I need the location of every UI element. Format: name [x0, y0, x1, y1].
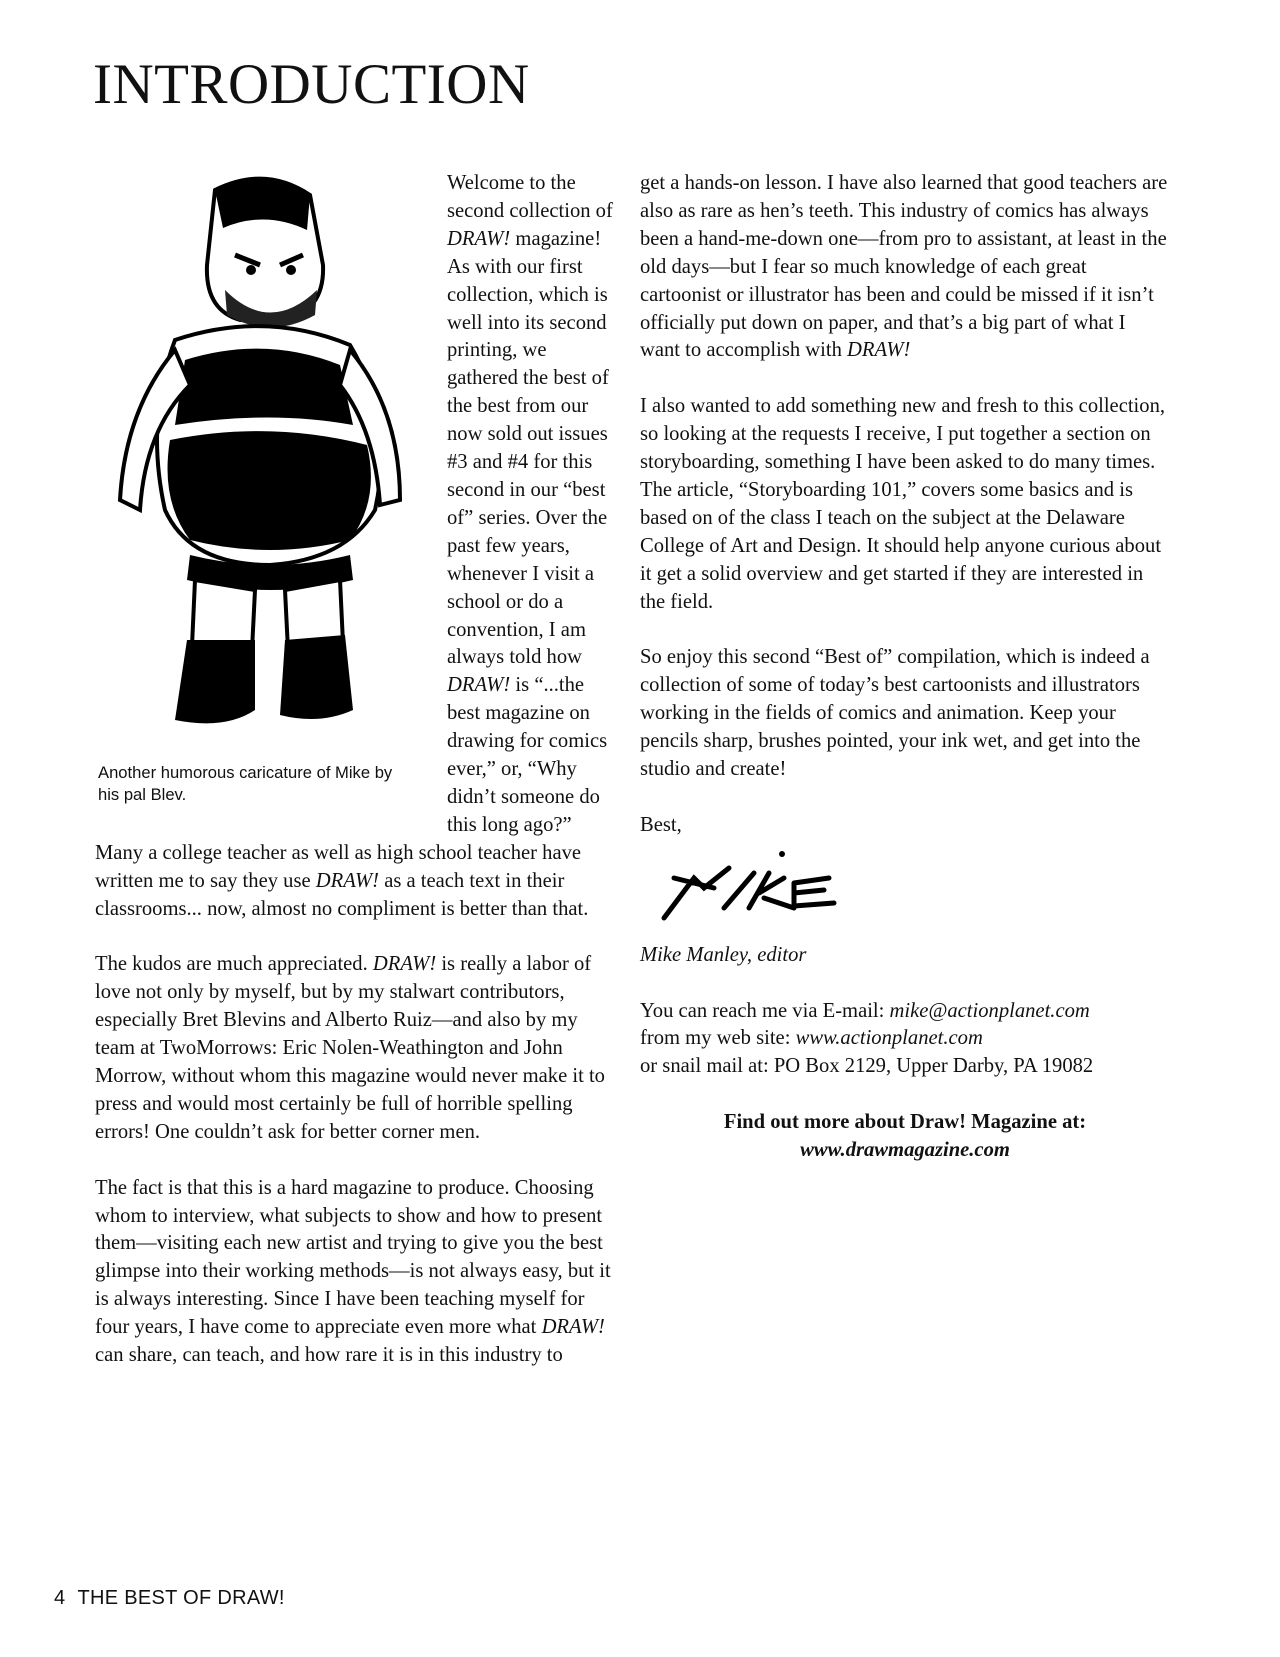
- contact-block: You can reach me via E-mail: mike@actionplanet.com from my web site: www.actionplanet.com or snail mail at: PO Box 2129, Upper Darby, PA 19082: [640, 999, 1094, 1078]
- caricature-illustration: [95, 170, 425, 760]
- closing: Best,: [640, 813, 682, 836]
- left-column: [95, 170, 615, 1398]
- page-number: 4: [54, 1587, 66, 1609]
- signature-image: [654, 848, 854, 928]
- draw-magazine-link[interactable]: www.drawmagazine.com: [800, 1139, 1010, 1162]
- email-link[interactable]: mike@actionplanet.com: [889, 999, 1090, 1022]
- figure-caption: Another humorous caricature of Mike by his pal Blev.: [98, 763, 393, 804]
- left-paragraph-2: The kudos are much appreciated. DRAW! is really a labor of love not only by myself, but by my stalwart contributors, especially Bret Blevins and Alberto Ruiz—and also by my team at TwoMorrows: Eric Nolen-Weathington and John Morrow, without whom this magazine would never make it to press and would most certainly be full of horrible spelling errors! One couldn’t ask for better corner men.: [95, 953, 605, 1143]
- page-footer: [54, 1587, 285, 1610]
- right-paragraph-2: I also wanted to add something new and fresh to this collection, so looking at the requests I receive, I put together a section on storyboarding, something I have been asked to do many times. The article, “Storyboarding 101,” covers some basics and is based on of the class I teach on the subject at the Delaware College of Art and Design. It should help anyone curious about it get a solid overview and get started if they are interested in the field.: [640, 395, 1166, 613]
- website-link[interactable]: www.actionplanet.com: [795, 1027, 983, 1050]
- page-title: INTRODUCTION: [93, 53, 530, 116]
- left-paragraph-1: Welcome to the second collection of DRAW! magazine! As with our first collection, which is well into its second printing, we gathered the best of the best from our now sold out issues #3 and #4 for this second in our “best of” series. Over the past few years, whenever I visit a school or do a convention, I am always told how DRAW! is “...the best magazine on drawing for comics ever,” or, “Why didn’t someone do this long ago?” Many a college teacher as well as high school teacher have written me to say they use DRAW! as a teach text in their classrooms... now, almost no compliment is better than that.: [95, 172, 613, 920]
- publication-name: THE BEST OF DRAW!: [77, 1587, 285, 1609]
- caricature-figure: [95, 170, 435, 825]
- right-paragraph-1: get a hands-on lesson. I have also learned that good teachers are also as rare as hen’s teeth. This industry of comics has always been a hand-me-down one—from pro to assistant, at least in the old days—but I fear so much knowledge of each great cartoonist or illustrator has been and could be missed if it isn’t officially put down on paper, and that’s a big part of what I want to accomplish with DRAW!: [640, 172, 1168, 362]
- find-out-more: Find out more about Draw! Magazine at: www.drawmagazine.com: [640, 1109, 1170, 1165]
- right-paragraph-3: So enjoy this second “Best of” compilation, which is indeed a collection of some of today’s best cartoonists and illustrators working in the fields of comics and animation. Keep your pencils sharp, brushes pointed, your ink wet, and get into the studio and create!: [640, 646, 1150, 780]
- right-column: [640, 170, 1170, 1165]
- editor-line: Mike Manley, editor: [640, 943, 807, 966]
- left-paragraph-3: The fact is that this is a hard magazine to produce. Choosing whom to interview, what subjects to show and how to present them—visiting each new artist and trying to give you the best glimpse into their working methods—is not always easy, but it is always interesting. Since I have been teaching myself for four years, I have come to appreciate even more what DRAW! can share, can teach, and how rare it is in this industry to: [95, 1176, 611, 1367]
